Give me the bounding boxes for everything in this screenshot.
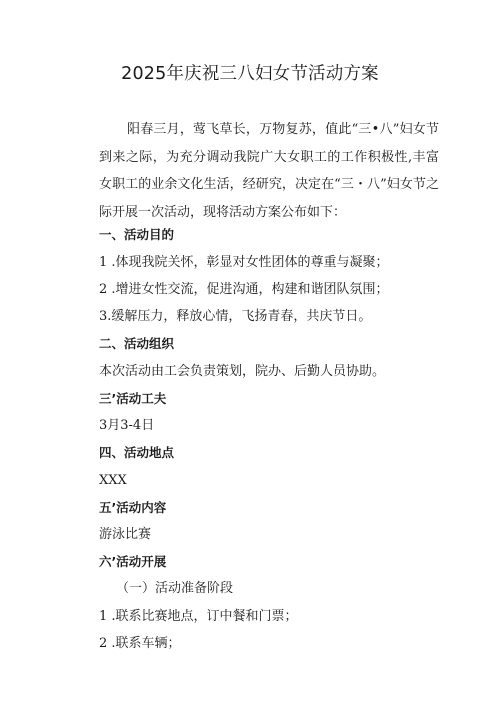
- section-heading-time: 三’活动工夫: [99, 391, 167, 406]
- phase-heading-preparation: （一）活动准备阶段: [116, 581, 234, 596]
- section-heading-organization: 二、活动组织: [99, 336, 175, 351]
- purpose-item-2: 2 .增进女性交流，促进沟通，构建和谐团队氛围；: [99, 282, 389, 297]
- prep-item-2: 2 .联系车辆；: [99, 636, 181, 651]
- organization-text: 本次活动由工会负责策划，院办、后勤人员协助。: [99, 364, 386, 379]
- section-heading-location: 四、活动地点: [99, 445, 175, 460]
- intro-paragraph: 阳春三月，莺飞草长，万物复苏，值此“三•八”妇女节到来之际，为充分调动我院广大女职工的工作积极性,丰富女职工的业余文化生活，经研究，决定在“三・八”妇女节之际开展一次活动，现将活动方案公布如下：: [99, 122, 439, 220]
- time-text: 3月3-4日: [99, 418, 155, 433]
- document-title: 2025年庆祝三八妇女节活动方案: [121, 64, 379, 84]
- section-heading-execution: 六’活动开展: [99, 554, 167, 569]
- content-text: 游泳比赛: [99, 527, 152, 542]
- section-heading-content: 五’活动内容: [99, 500, 167, 515]
- prep-item-1: 1 .联系比赛地点，订中餐和门票；: [99, 609, 298, 624]
- purpose-item-3: 3.缓解压力，释放心情，飞扬青春，共庆节日。: [99, 309, 372, 324]
- location-text: XXX: [99, 473, 127, 488]
- section-heading-purpose: 一、活动目的: [99, 227, 175, 242]
- purpose-item-1: 1 .体现我院关怀，彰显对女性团体的尊重与凝聚；: [99, 255, 389, 270]
